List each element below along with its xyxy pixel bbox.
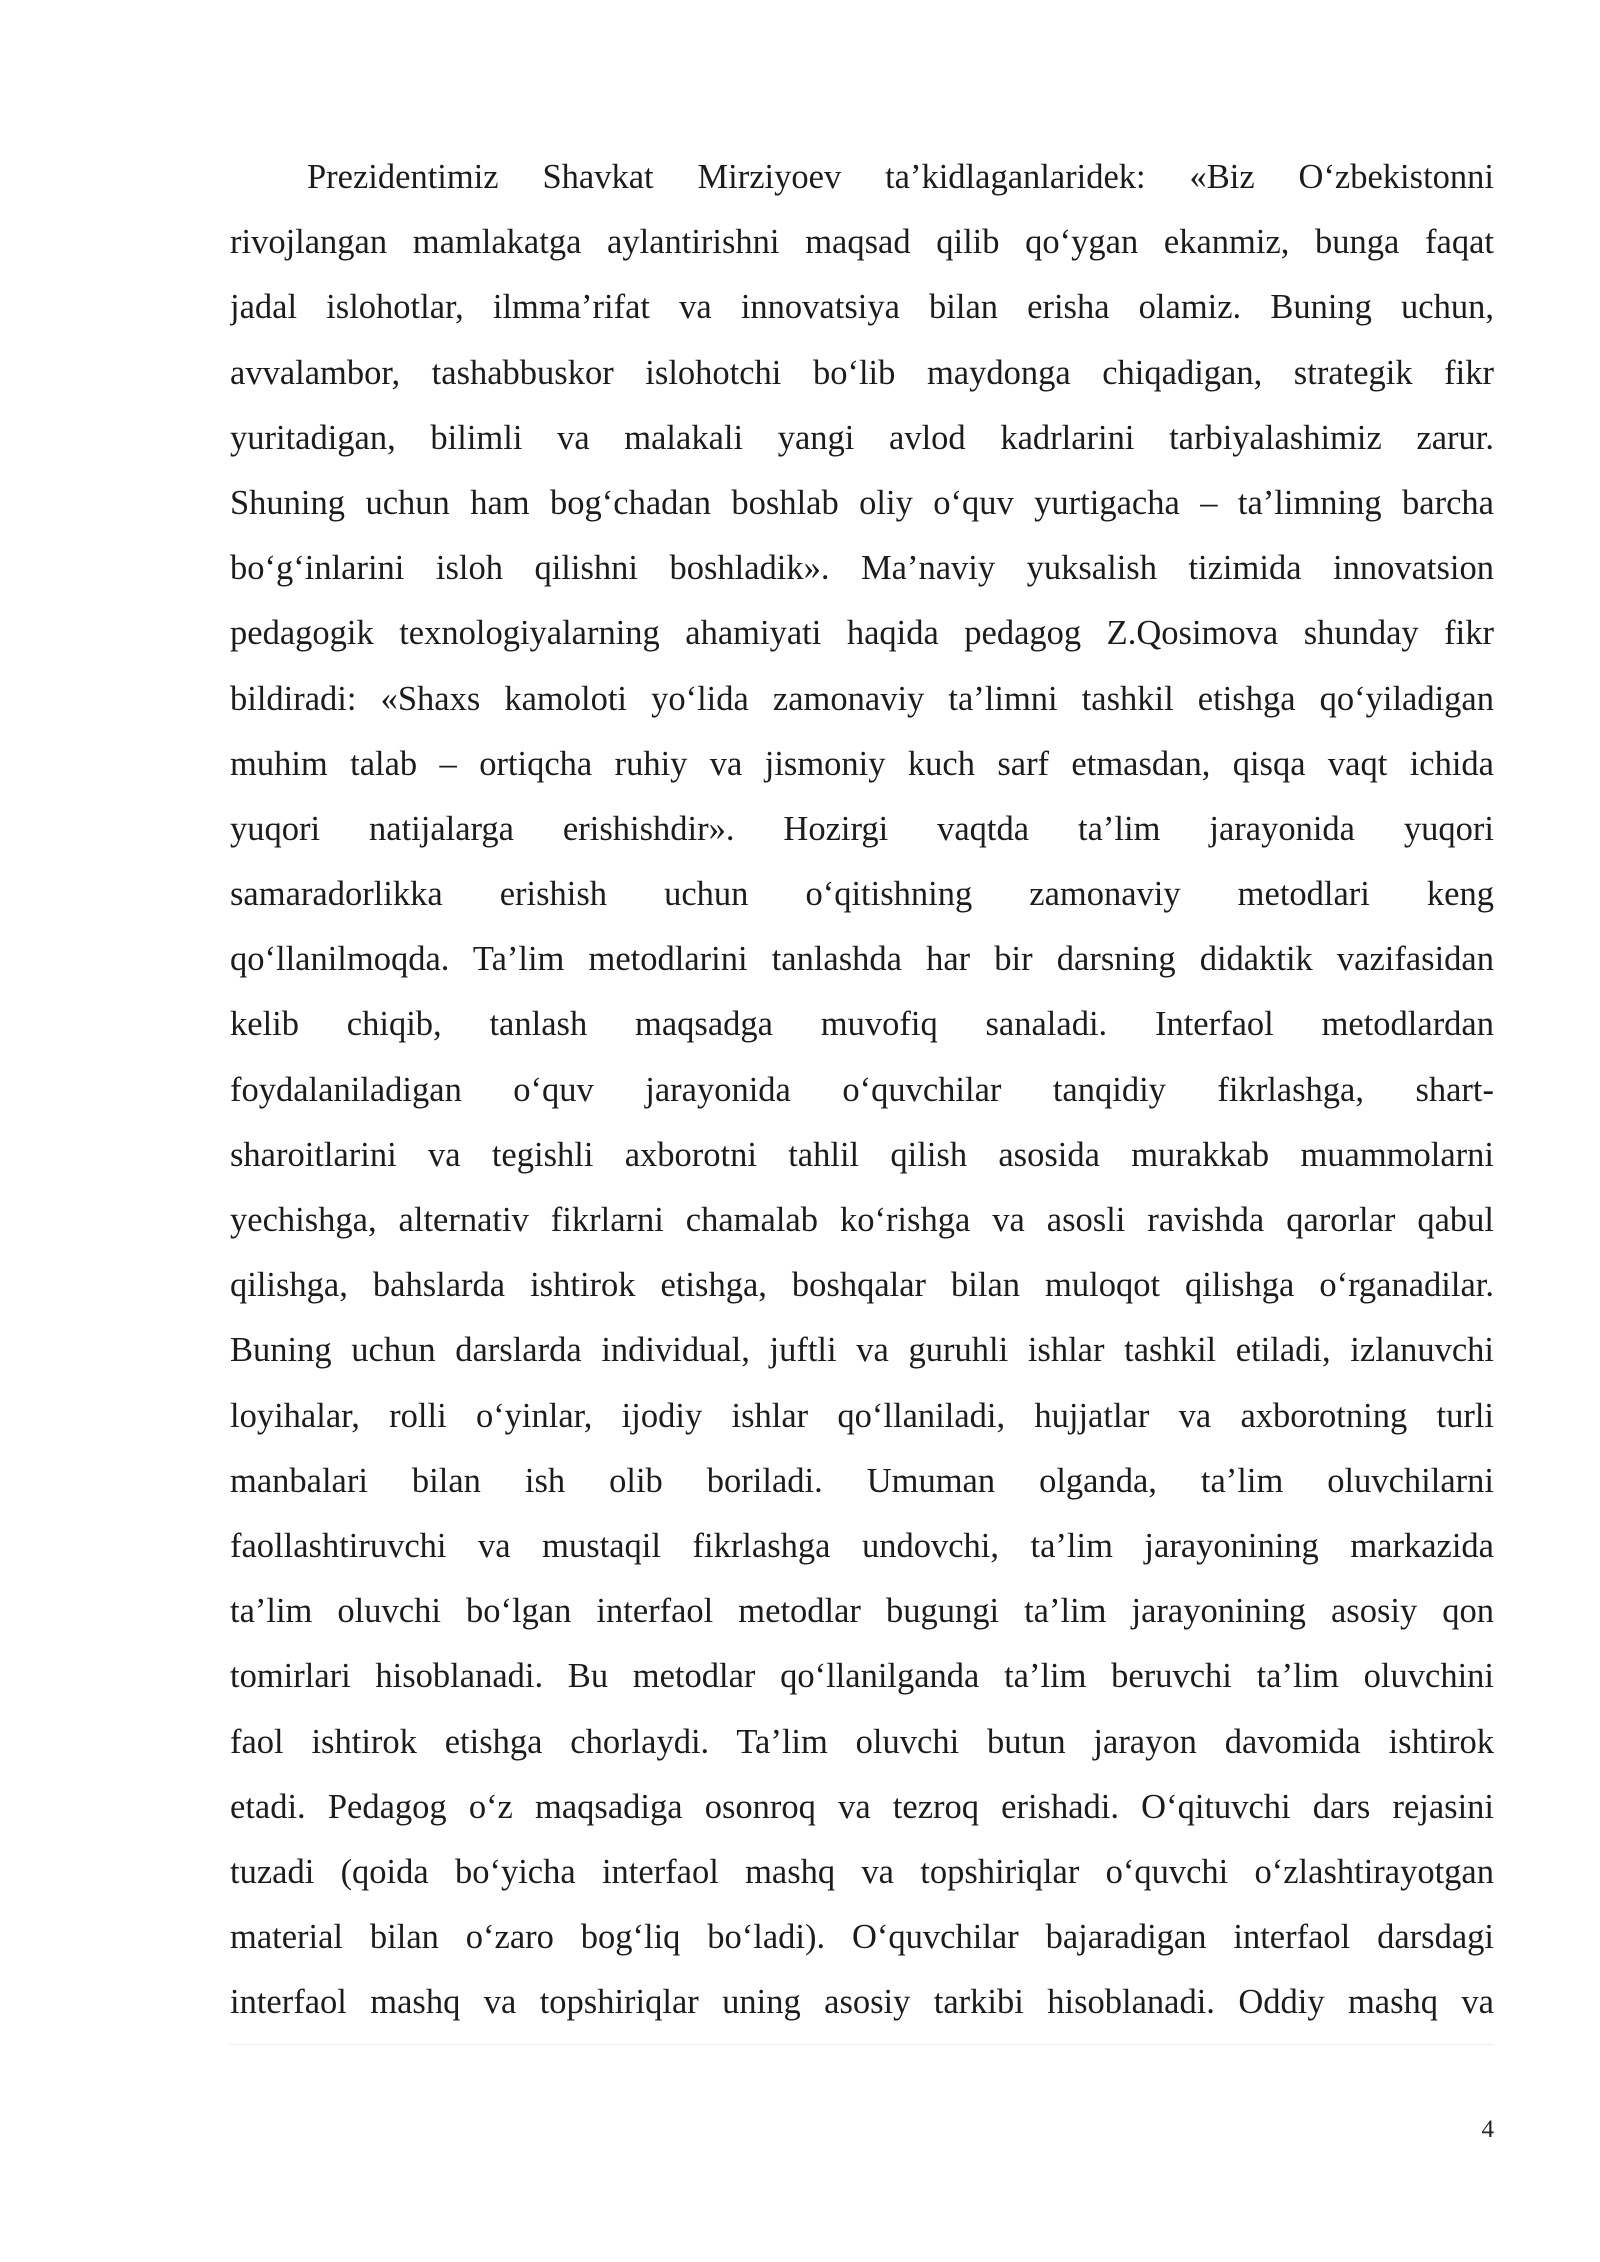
body-paragraph	[230, 145, 1494, 2035]
text-line: samaradorlikka erishish uchun o‘qitishning zamonaviy metodlari keng	[230, 875, 1494, 914]
text-line: ta’lim oluvchi bo‘lgan interfaol metodlar bugungi ta’lim jarayonining asosiy qon	[230, 1592, 1494, 1631]
text-line: Shuning uchun ham bog‘chadan boshlab oliy o‘quv yurtigacha – ta’limning barcha	[230, 483, 1494, 522]
text-line: faollashtiruvchi va mustaqil fikrlashga undovchi, ta’lim jarayonining markazida	[230, 1526, 1494, 1565]
text-line: tomirlari hisoblanadi. Bu metodlar qo‘llanilganda ta’lim beruvchi ta’lim oluvchini	[230, 1657, 1494, 1696]
text-line: sharoitlarini va tegishli axborotni tahlil qilish asosida murakkab muammolarni	[230, 1135, 1494, 1174]
text-line: foydalaniladigan o‘quv jarayonida o‘quvchilar tanqidiy fikrlashga, shart-	[230, 1070, 1494, 1109]
text-line: loyihalar, rolli o‘yinlar, ijodiy ishlar qo‘llaniladi, hujjatlar va axborotning turli	[230, 1396, 1494, 1435]
text-line: qilishga, bahslarda ishtirok etishga, boshqalar bilan muloqot qilishga o‘rganadilar.	[230, 1266, 1494, 1305]
text-line: etadi. Pedagog o‘z maqsadiga osonroq va tezroq erishadi. O‘qituvchi dars rejasini	[230, 1787, 1494, 1826]
text-line: rivojlangan mamlakatga aylantirishni maqsad qilib qo‘ygan ekanmiz, bunga faqat	[230, 223, 1494, 262]
text-line: yechishga, alternativ fikrlarni chamalab ko‘rishga va asosli ravishda qarorlar qabul	[230, 1201, 1494, 1239]
text-line: yuritadigan, bilimli va malakali yangi avlod kadrlarini tarbiyalashimiz zarur.	[230, 418, 1494, 457]
text-line: bildiradi: «Shaxs kamoloti yo‘lida zamonaviy ta’limni tashkil etishga qo‘yiladigan	[230, 679, 1494, 718]
text-line: Buning uchun darslarda individual, juftli va guruhli ishlar tashkil etiladi, izlanuvchi	[230, 1331, 1494, 1370]
text-line: bo‘g‘inlarini isloh qilishni boshladik». Ma’naviy yuksalish tizimida innovatsion	[230, 549, 1494, 588]
text-line: qo‘llanilmoqda. Ta’lim metodlarini tanlashda har bir darsning didaktik vazifasidan	[230, 940, 1494, 979]
text-line: jadal islohotlar, ilmma’rifat va innovatsiya bilan erisha olamiz. Buning uchun,	[230, 288, 1494, 327]
text-line: yuqori natijalarga erishishdir». Hozirgi vaqtda ta’lim jarayonida yuqori	[230, 809, 1494, 848]
footer-divider	[230, 2044, 1494, 2045]
text-line: avvalambor, tashabbuskor islohotchi bo‘lib maydonga chiqadigan, strategik fikr	[230, 353, 1494, 392]
text-line: material bilan o‘zaro bog‘liq bo‘ladi). O‘quvchilar bajaradigan interfaol darsdagi	[230, 1918, 1494, 1957]
text-line: manbalari bilan ish olib boriladi. Umuman olganda, ta’lim oluvchilarni	[230, 1461, 1494, 1500]
text-line: tuzadi (qoida bo‘yicha interfaol mashq va topshiriqlar o‘quvchi o‘zlashtirayotgan	[230, 1852, 1494, 1891]
text-line: faol ishtirok etishga chorlaydi. Ta’lim oluvchi butun jarayon davomida ishtirok	[230, 1722, 1494, 1761]
text-line: interfaol mashq va topshiriqlar uning asosiy tarkibi hisoblanadi. Oddiy mashq va	[230, 1983, 1494, 2022]
text-line: muhim talab – ortiqcha ruhiy va jismoniy kuch sarf etmasdan, qisqa vaqt ichida	[230, 744, 1494, 783]
text-line: kelib chiqib, tanlash maqsadga muvofiq sanaladi. Interfaol metodlardan	[230, 1005, 1494, 1044]
text-line: pedagogik texnologiyalarning ahamiyati haqida pedagog Z.Qosimova shunday fikr	[230, 614, 1494, 653]
page-number: 4	[1481, 2116, 1494, 2143]
text-line: Prezidentimiz Shavkat Mirziyoev ta’kidlaganlaridek: «Biz O‘zbekistonni	[307, 158, 1494, 196]
